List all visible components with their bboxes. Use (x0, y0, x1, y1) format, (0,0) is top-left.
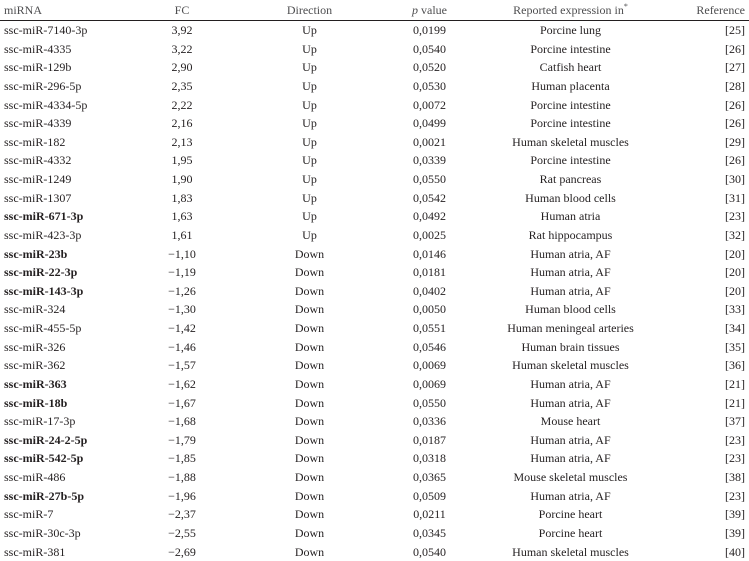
header-reference: Reference (659, 0, 749, 21)
table-row (0, 151, 749, 170)
cell-reference: [30] (659, 170, 749, 189)
cell-fc: 1,61 (122, 226, 242, 245)
cell-direction: Down (242, 319, 377, 338)
cell-mirna: ssc-miR-363 (0, 375, 122, 394)
cell-reference: [39] (659, 524, 749, 543)
cell-mirna: ssc-miR-22-3p (0, 263, 122, 282)
cell-reported-expression: Rat hippocampus (482, 226, 659, 245)
cell-direction: Up (242, 77, 377, 96)
table-row (0, 77, 749, 96)
table-row (0, 282, 749, 301)
cell-mirna: ssc-miR-27b-5p (0, 487, 122, 506)
table-row (0, 375, 749, 394)
cell-fc: 2,16 (122, 114, 242, 133)
cell-mirna: ssc-miR-4335 (0, 40, 122, 59)
cell-reported-expression: Human skeletal muscles (482, 543, 659, 561)
table-row (0, 226, 749, 245)
cell-reported-expression: Human blood cells (482, 189, 659, 208)
cell-direction: Down (242, 263, 377, 282)
cell-reference: [38] (659, 468, 749, 487)
cell-reported-expression: Human skeletal muscles (482, 356, 659, 375)
cell-direction: Down (242, 338, 377, 357)
cell-fc: −1,67 (122, 394, 242, 413)
cell-reported-expression: Mouse skeletal muscles (482, 468, 659, 487)
cell-fc: 2,35 (122, 77, 242, 96)
table-row (0, 207, 749, 226)
header-reported-footnote-mark: * (624, 2, 628, 11)
header-reported-label: Reported expression in (513, 3, 624, 17)
cell-mirna: ssc-miR-4334-5p (0, 96, 122, 115)
cell-mirna: ssc-miR-7140-3p (0, 21, 122, 40)
table-row (0, 543, 749, 561)
cell-pvalue: 0,0540 (377, 543, 482, 561)
cell-mirna: ssc-miR-129b (0, 58, 122, 77)
cell-direction: Down (242, 300, 377, 319)
cell-reference: [23] (659, 487, 749, 506)
cell-mirna: ssc-miR-362 (0, 356, 122, 375)
cell-mirna: ssc-miR-455-5p (0, 319, 122, 338)
cell-fc: 3,22 (122, 40, 242, 59)
table-row (0, 412, 749, 431)
cell-pvalue: 0,0025 (377, 226, 482, 245)
cell-mirna: ssc-miR-24-2-5p (0, 431, 122, 450)
cell-direction: Down (242, 505, 377, 524)
cell-fc: −1,88 (122, 468, 242, 487)
cell-reference: [23] (659, 207, 749, 226)
header-pvalue-rest: value (418, 3, 447, 17)
header-row (0, 0, 749, 21)
cell-pvalue: 0,0551 (377, 319, 482, 338)
header-pvalue-p: p (412, 3, 418, 17)
cell-mirna: ssc-miR-182 (0, 133, 122, 152)
cell-direction: Up (242, 58, 377, 77)
cell-reference: [32] (659, 226, 749, 245)
cell-direction: Up (242, 170, 377, 189)
cell-direction: Up (242, 40, 377, 59)
table-row (0, 96, 749, 115)
cell-direction: Up (242, 207, 377, 226)
cell-mirna: ssc-miR-4339 (0, 114, 122, 133)
cell-pvalue: 0,0520 (377, 58, 482, 77)
cell-fc: −1,96 (122, 487, 242, 506)
table-row (0, 21, 749, 40)
header-mirna: miRNA (0, 0, 122, 21)
cell-mirna: ssc-miR-18b (0, 394, 122, 413)
cell-fc: −1,62 (122, 375, 242, 394)
table-row (0, 114, 749, 133)
cell-reference: [26] (659, 96, 749, 115)
cell-pvalue: 0,0211 (377, 505, 482, 524)
cell-reference: [20] (659, 245, 749, 264)
cell-pvalue: 0,0050 (377, 300, 482, 319)
cell-reported-expression: Human skeletal muscles (482, 133, 659, 152)
cell-reported-expression: Human atria, AF (482, 449, 659, 468)
cell-reference: [35] (659, 338, 749, 357)
cell-reference: [21] (659, 394, 749, 413)
header-fc: FC (122, 0, 242, 21)
cell-reported-expression: Human atria, AF (482, 431, 659, 450)
cell-direction: Up (242, 151, 377, 170)
cell-fc: −1,68 (122, 412, 242, 431)
cell-direction: Down (242, 524, 377, 543)
cell-pvalue: 0,0318 (377, 449, 482, 468)
table-row (0, 133, 749, 152)
cell-pvalue: 0,0402 (377, 282, 482, 301)
cell-mirna: ssc-miR-143-3p (0, 282, 122, 301)
table-row (0, 263, 749, 282)
cell-fc: 3,92 (122, 21, 242, 40)
cell-fc: −1,57 (122, 356, 242, 375)
cell-direction: Down (242, 394, 377, 413)
cell-mirna: ssc-miR-486 (0, 468, 122, 487)
cell-fc: −1,26 (122, 282, 242, 301)
cell-mirna: ssc-miR-7 (0, 505, 122, 524)
cell-pvalue: 0,0365 (377, 468, 482, 487)
cell-reported-expression: Human atria (482, 207, 659, 226)
cell-fc: −1,85 (122, 449, 242, 468)
table-row (0, 505, 749, 524)
cell-mirna: ssc-miR-23b (0, 245, 122, 264)
cell-reference: [23] (659, 431, 749, 450)
cell-fc: −2,69 (122, 543, 242, 561)
cell-pvalue: 0,0181 (377, 263, 482, 282)
cell-pvalue: 0,0550 (377, 170, 482, 189)
cell-mirna: ssc-miR-296-5p (0, 77, 122, 96)
table-row (0, 319, 749, 338)
cell-reference: [26] (659, 151, 749, 170)
cell-direction: Up (242, 96, 377, 115)
cell-direction: Down (242, 412, 377, 431)
cell-reference: [27] (659, 58, 749, 77)
cell-mirna: ssc-miR-542-5p (0, 449, 122, 468)
table-row (0, 449, 749, 468)
cell-reported-expression: Porcine intestine (482, 114, 659, 133)
cell-reported-expression: Porcine heart (482, 524, 659, 543)
cell-reported-expression: Mouse heart (482, 412, 659, 431)
cell-reported-expression: Rat pancreas (482, 170, 659, 189)
cell-reported-expression: Porcine intestine (482, 40, 659, 59)
table-header (0, 0, 749, 21)
table-row (0, 431, 749, 450)
cell-mirna: ssc-miR-1307 (0, 189, 122, 208)
cell-pvalue: 0,0550 (377, 394, 482, 413)
table-row (0, 338, 749, 357)
cell-reference: [20] (659, 263, 749, 282)
cell-reference: [40] (659, 543, 749, 561)
cell-mirna: ssc-miR-423-3p (0, 226, 122, 245)
cell-pvalue: 0,0540 (377, 40, 482, 59)
cell-pvalue: 0,0069 (377, 356, 482, 375)
cell-reported-expression: Porcine intestine (482, 96, 659, 115)
cell-reference: [37] (659, 412, 749, 431)
cell-mirna: ssc-miR-324 (0, 300, 122, 319)
cell-direction: Down (242, 431, 377, 450)
cell-pvalue: 0,0146 (377, 245, 482, 264)
cell-reported-expression: Human brain tissues (482, 338, 659, 357)
cell-direction: Down (242, 282, 377, 301)
table-row (0, 189, 749, 208)
cell-pvalue: 0,0339 (377, 151, 482, 170)
cell-pvalue: 0,0187 (377, 431, 482, 450)
cell-direction: Down (242, 356, 377, 375)
cell-pvalue: 0,0336 (377, 412, 482, 431)
cell-mirna: ssc-miR-326 (0, 338, 122, 357)
table-body (0, 21, 749, 561)
cell-mirna: ssc-miR-381 (0, 543, 122, 561)
cell-fc: −1,79 (122, 431, 242, 450)
cell-reported-expression: Porcine intestine (482, 151, 659, 170)
cell-fc: 2,22 (122, 96, 242, 115)
cell-fc: −2,37 (122, 505, 242, 524)
cell-reported-expression: Human atria, AF (482, 375, 659, 394)
cell-reported-expression: Human atria, AF (482, 282, 659, 301)
cell-direction: Down (242, 468, 377, 487)
cell-direction: Up (242, 226, 377, 245)
table-row (0, 394, 749, 413)
cell-reported-expression: Human placenta (482, 77, 659, 96)
cell-mirna: ssc-miR-4332 (0, 151, 122, 170)
cell-reference: [39] (659, 505, 749, 524)
cell-fc: −1,42 (122, 319, 242, 338)
cell-reference: [21] (659, 375, 749, 394)
cell-reported-expression: Human atria, AF (482, 263, 659, 282)
cell-reported-expression: Porcine heart (482, 505, 659, 524)
cell-direction: Down (242, 487, 377, 506)
cell-direction: Down (242, 375, 377, 394)
cell-pvalue: 0,0542 (377, 189, 482, 208)
cell-reference: [25] (659, 21, 749, 40)
cell-reported-expression: Human atria, AF (482, 245, 659, 264)
cell-mirna: ssc-miR-17-3p (0, 412, 122, 431)
table-row (0, 58, 749, 77)
table-row (0, 356, 749, 375)
cell-reported-expression: Human atria, AF (482, 487, 659, 506)
cell-reference: [33] (659, 300, 749, 319)
cell-fc: 1,83 (122, 189, 242, 208)
cell-reported-expression: Human meningeal arteries (482, 319, 659, 338)
cell-fc: −1,46 (122, 338, 242, 357)
cell-fc: 1,95 (122, 151, 242, 170)
cell-reported-expression: Porcine lung (482, 21, 659, 40)
cell-pvalue: 0,0546 (377, 338, 482, 357)
cell-direction: Up (242, 114, 377, 133)
cell-direction: Up (242, 21, 377, 40)
cell-reference: [26] (659, 40, 749, 59)
table-row (0, 170, 749, 189)
table-row (0, 245, 749, 264)
header-reported-expression (482, 0, 659, 21)
header-direction: Direction (242, 0, 377, 21)
cell-reported-expression: Human atria, AF (482, 394, 659, 413)
cell-reference: [31] (659, 189, 749, 208)
cell-pvalue: 0,0069 (377, 375, 482, 394)
table-row (0, 40, 749, 59)
cell-mirna: ssc-miR-671-3p (0, 207, 122, 226)
cell-pvalue: 0,0199 (377, 21, 482, 40)
cell-direction: Down (242, 449, 377, 468)
cell-direction: Down (242, 543, 377, 561)
cell-fc: −1,30 (122, 300, 242, 319)
cell-fc: −2,55 (122, 524, 242, 543)
cell-pvalue: 0,0509 (377, 487, 482, 506)
cell-direction: Up (242, 189, 377, 208)
table-row (0, 300, 749, 319)
cell-pvalue: 0,0530 (377, 77, 482, 96)
cell-reference: [28] (659, 77, 749, 96)
table-row (0, 487, 749, 506)
cell-reference: [29] (659, 133, 749, 152)
cell-fc: 2,13 (122, 133, 242, 152)
cell-pvalue: 0,0345 (377, 524, 482, 543)
cell-mirna: ssc-miR-1249 (0, 170, 122, 189)
cell-reference: [36] (659, 356, 749, 375)
cell-reported-expression: Catfish heart (482, 58, 659, 77)
header-pvalue (377, 0, 482, 21)
cell-pvalue: 0,0021 (377, 133, 482, 152)
cell-pvalue: 0,0072 (377, 96, 482, 115)
table-row (0, 468, 749, 487)
table-row (0, 524, 749, 543)
cell-mirna: ssc-miR-30c-3p (0, 524, 122, 543)
cell-direction: Up (242, 133, 377, 152)
cell-fc: 1,90 (122, 170, 242, 189)
cell-reference: [26] (659, 114, 749, 133)
cell-fc: 2,90 (122, 58, 242, 77)
cell-reference: [20] (659, 282, 749, 301)
cell-fc: 1,63 (122, 207, 242, 226)
cell-reference: [23] (659, 449, 749, 468)
cell-pvalue: 0,0492 (377, 207, 482, 226)
cell-fc: −1,10 (122, 245, 242, 264)
cell-fc: −1,19 (122, 263, 242, 282)
cell-pvalue: 0,0499 (377, 114, 482, 133)
cell-reported-expression: Human blood cells (482, 300, 659, 319)
cell-direction: Down (242, 245, 377, 264)
cell-reference: [34] (659, 319, 749, 338)
